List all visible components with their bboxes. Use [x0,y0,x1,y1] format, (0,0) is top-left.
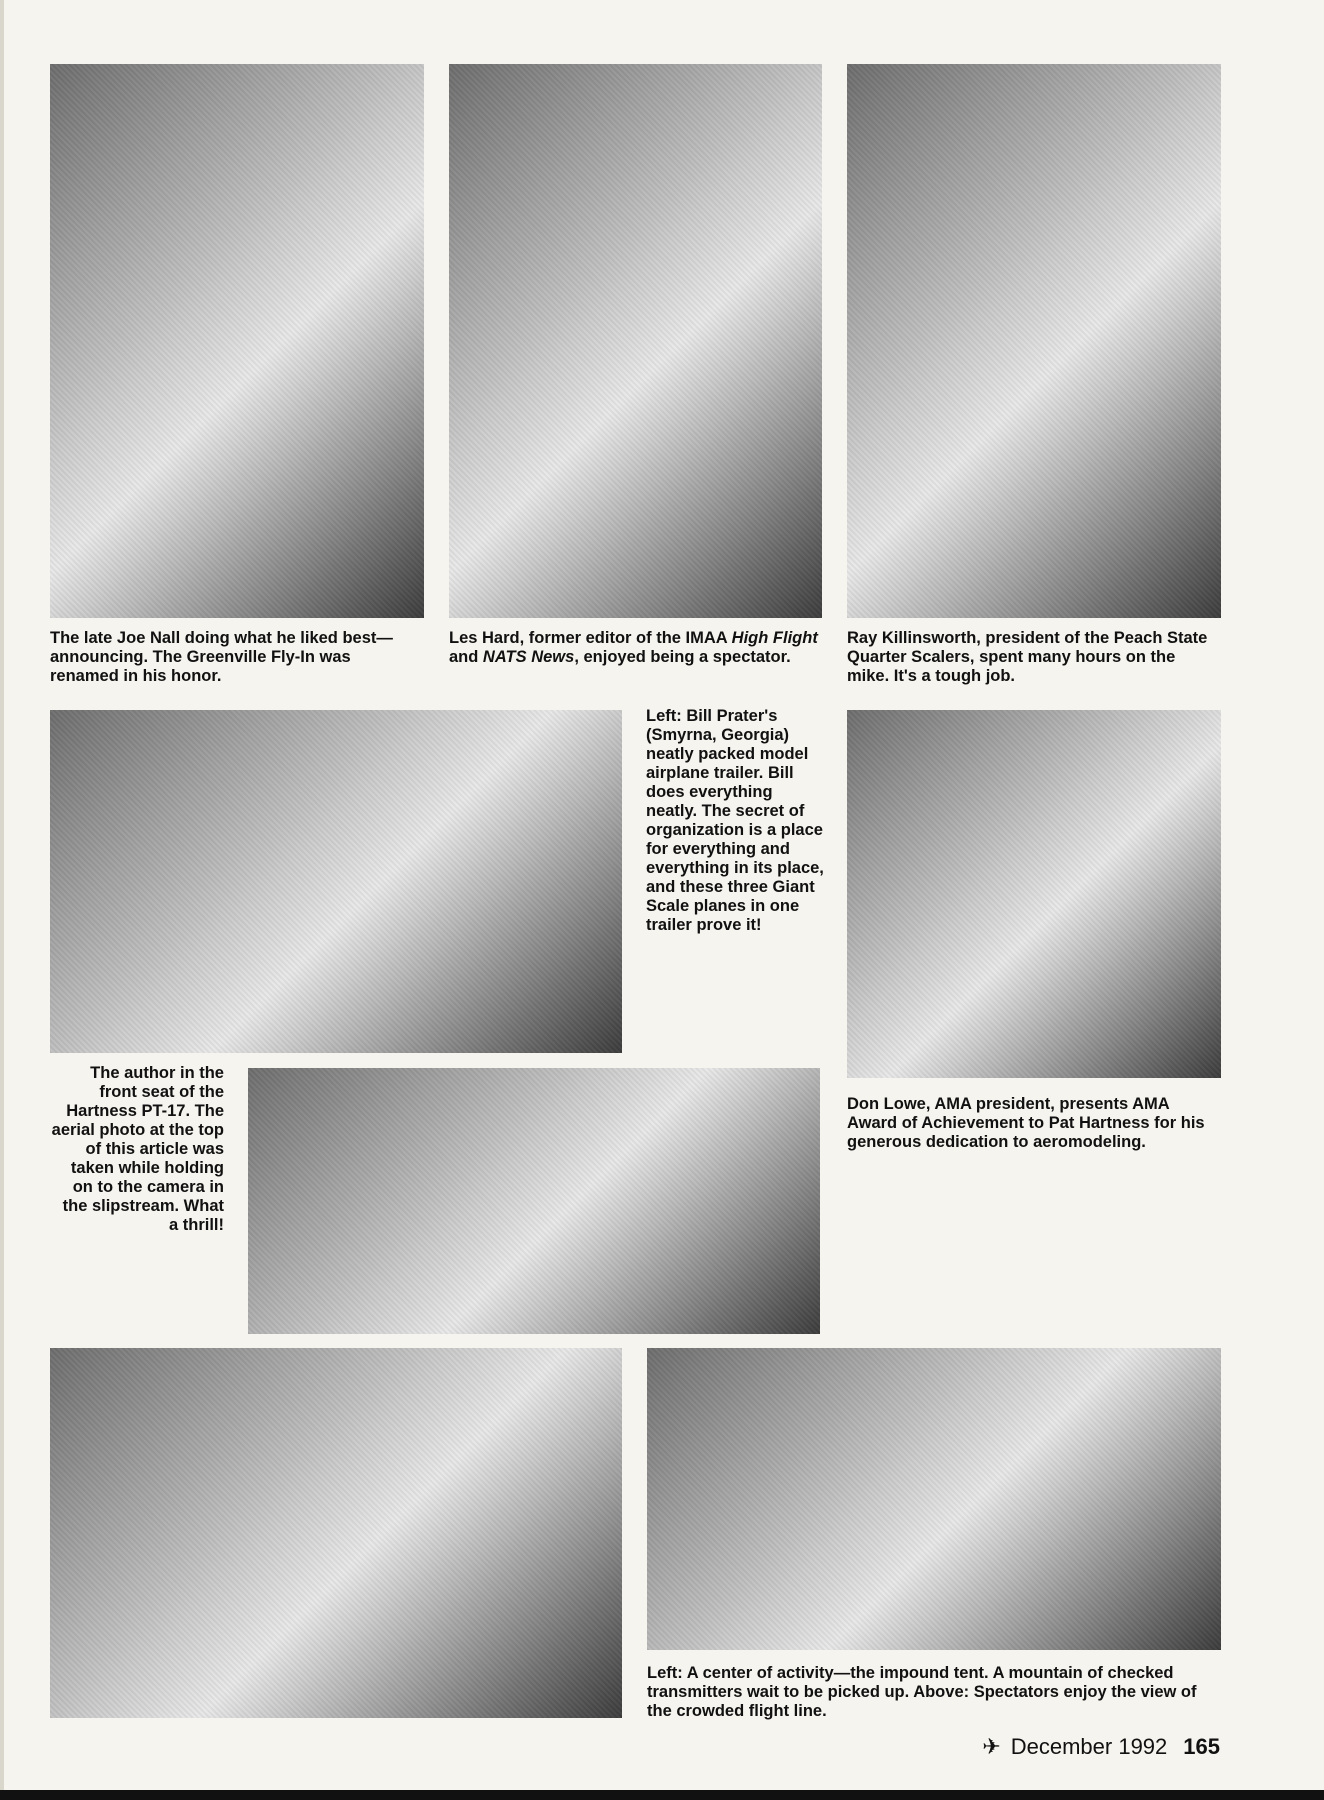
photo-flight-line [647,1348,1221,1650]
photo-trailer [50,710,622,1053]
photo-ray-killinsworth [847,64,1221,618]
bottom-border [0,1790,1324,1800]
caption-les-hard [449,629,822,667]
caption-trailer: Left: Bill Prater's (Smyrna, Georgia) neatly packed model airplane trailer. Bill does everything neatly. The secret of organization is a place for everything and everything in its place, and these three Giant Scale planes in one trailer prove it! [646,707,824,934]
caption-ray-killinsworth: Ray Killinsworth, president of the Peach State Quarter Scalers, spent many hours on the mike. It's a tough job. [847,629,1208,685]
page-edge [0,0,4,1800]
caption-italic: High Flight [731,629,818,647]
airplane-icon: ✈ [982,1734,1001,1759]
photo-biplane [248,1068,820,1334]
caption-text: and [449,648,483,666]
photo-joe-nall [50,64,424,618]
footer-date: December 1992 [1010,1734,1168,1759]
caption-joe-nall: The late Joe Nall doing what he liked best—announcing. The Greenville Fly-In was renamed in his honor. [50,629,393,685]
caption-don-lowe: Don Lowe, AMA president, presents AMA Award of Achievement to Pat Hartness for his generous dedication to aeromodeling. [847,1095,1205,1151]
caption-text: Les Hard, former editor of the IMAA [449,629,732,647]
page-footer [982,1734,1220,1760]
photo-les-hard [449,64,822,618]
caption-author: The author in the front seat of the Hartness PT-17. The aerial photo at the top of this article was taken while holding on to the camera in the slipstream. What a thrill! [51,1064,224,1234]
caption-impound: Left: A center of activity—the impound tent. A mountain of checked transmitters wait to be picked up. Above: Spectators enjoy the view of the crowded flight line. [647,1664,1197,1720]
caption-text: , enjoyed being a spectator. [574,648,791,666]
photo-award [847,710,1221,1078]
page-number: 165 [1183,1734,1220,1759]
photo-impound-tent [50,1348,622,1718]
caption-italic: NATS News [482,648,575,666]
